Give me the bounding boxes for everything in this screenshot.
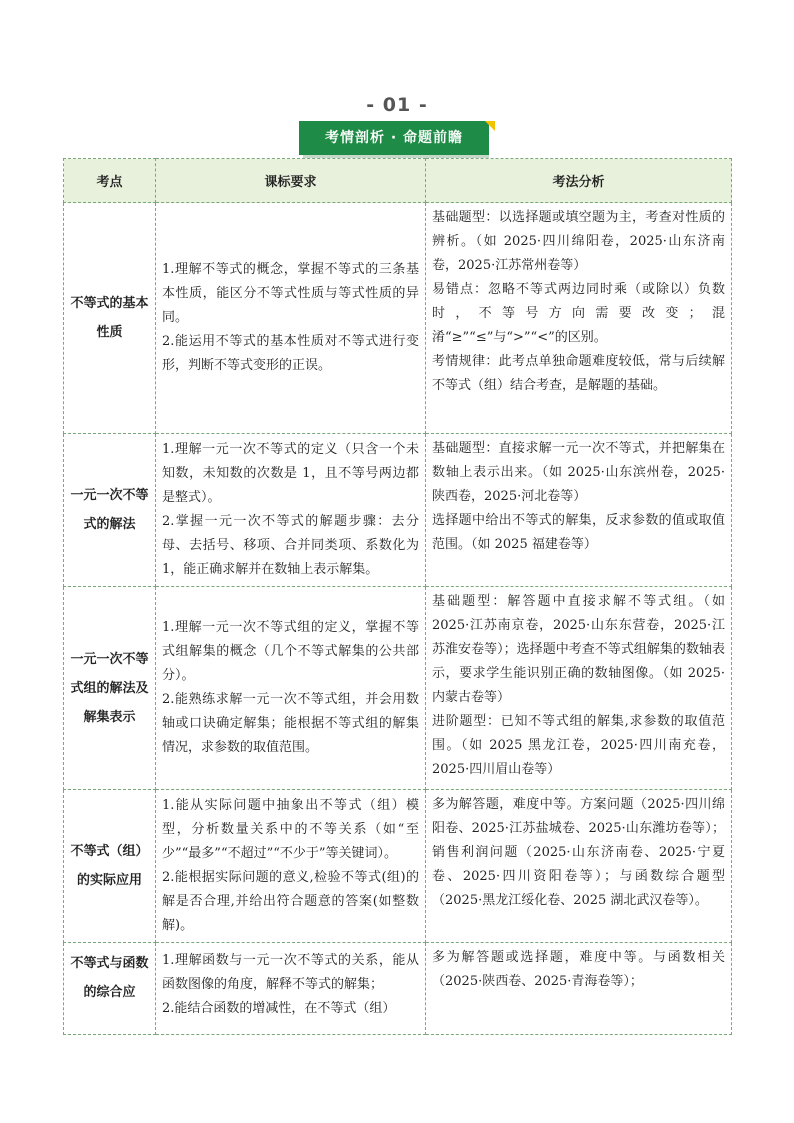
table-row xyxy=(64,203,732,434)
analysis-item: 进阶题型：已知不等式组的解集,求参数的取值范围。（如 2025 黑龙江卷，2025·四川南充卷，2025·四川眉山卷等） xyxy=(432,714,725,777)
table-header-row xyxy=(64,159,732,203)
requirement-item: 1.能从实际问题中抽象出不等式（组）模型，分析数量关系中的不等关系（如“至少”“最多”“不超过”“不少于”等关键词）。 xyxy=(162,798,419,861)
header-requirements: 课标要求 xyxy=(156,159,426,203)
analysis-item: 考情规律：此考点单独命题难度较低，常与后续解不等式（组）结合考查，是解题的基础。 xyxy=(432,354,725,393)
analysis-item: 基础题型：解答题中直接求解不等式组。（如 2025·江苏南京卷，2025·山东东营卷，2025·江苏淮安卷等）；选择题中考查不等式组解集的数轴表示，要求学生能识别正确的数轴图像。（如 2025·内蒙古卷等） xyxy=(432,594,725,705)
analysis-item: 基础题型：直接求解一元一次不等式，并把解集在数轴上表示出来。（如 2025·山东滨州卷，2025·陕西卷，2025·河北卷等） xyxy=(432,441,725,504)
header-analysis: 考法分析 xyxy=(426,159,732,203)
header-topic: 考点 xyxy=(64,159,156,203)
requirement-item: 1.理解函数与一元一次不等式的关系，能从函数图像的角度，解释不等式的解集； xyxy=(162,953,419,992)
requirement-item: 2.掌握一元一次不等式的解题步骤：去分母、去括号、移项、合并同类项、系数化为 1，能正确求解并在数轴上表示解集。 xyxy=(162,514,419,577)
section-banner xyxy=(299,121,495,155)
topic-cell: 一元一次不等式组的解法及解集表示 xyxy=(64,587,156,790)
requirements-cell xyxy=(156,203,426,434)
requirement-item: 2.能结合函数的增减性，在不等式（组） xyxy=(162,1001,396,1016)
analysis-cell xyxy=(426,203,732,434)
analysis-cell xyxy=(426,790,732,943)
requirements-cell xyxy=(156,587,426,790)
exam-analysis-table xyxy=(63,158,732,1035)
table-row xyxy=(64,434,732,587)
analysis-item: 多为解答题或选择题，难度中等。与函数相关（2025·陕西卷、2025·青海卷等）； xyxy=(432,950,725,989)
analysis-item: 基础题型：以选择题或填空题为主，考查对性质的辨析。（如 2025·四川绵阳卷，2025·山东济南卷，2025·江苏常州卷等） xyxy=(432,210,725,273)
requirements-cell xyxy=(156,434,426,587)
topic-cell: 一元一次不等式的解法 xyxy=(64,434,156,587)
analysis-cell xyxy=(426,943,732,1035)
requirements-cell xyxy=(156,943,426,1035)
topic-cell: 不等式与函数的综合应 xyxy=(64,943,156,1035)
analysis-cell xyxy=(426,587,732,790)
analysis-item: 易错点：忽略不等式两边同时乘（或除以）负数时，不等号方向需要改变；混淆“≥”“≤”与“>”“<”的区别。 xyxy=(432,282,725,345)
requirement-item: 2.能熟练求解一元一次不等式组，并会用数轴或口诀确定解集；能根据不等式组的解集情况，求参数的取值范围。 xyxy=(162,692,419,755)
requirement-item: 1.理解不等式的概念，掌握不等式的三条基本性质，能区分不等式性质与等式性质的异同。 xyxy=(162,262,419,325)
banner-corner-decoration xyxy=(485,121,495,131)
banner-title: 考情剖析 · 命题前瞻 xyxy=(299,121,489,155)
table-row xyxy=(64,587,732,790)
analysis-item: 选择题中给出不等式的解集，反求参数的值或取值范围。（如 2025 福建卷等） xyxy=(432,513,725,552)
requirement-item: 2.能根据实际问题的意义,检验不等式(组)的解是否合理,并给出符合题意的答案(如整数解)。 xyxy=(162,870,419,933)
table-row xyxy=(64,790,732,943)
analysis-item: 多为解答题，难度中等。方案问题（2025·四川绵阳卷、2025·江苏盐城卷、2025·山东潍坊卷等）；销售利润问题（2025·山东济南卷、2025·宁夏卷、2025·四川资阳卷等）；与函数综合题型（2025·黑龙江绥化卷、2025 湖北武汉卷等）。 xyxy=(432,797,725,908)
requirement-item: 1.理解一元一次不等式的定义（只含一个未知数，未知数的次数是 1，且不等号两边都是整式）。 xyxy=(162,442,419,505)
requirement-item: 1.理解一元一次不等式组的定义，掌握不等式组解集的概念（几个不等式解集的公共部分）。 xyxy=(162,620,419,683)
requirement-item: 2.能运用不等式的基本性质对不等式进行变形，判断不等式变形的正误。 xyxy=(162,334,419,373)
section-number: - 01 - xyxy=(366,94,428,116)
topic-cell: 不等式的基本性质 xyxy=(64,203,156,434)
table-row xyxy=(64,943,732,1035)
topic-cell: 不等式（组）的实际应用 xyxy=(64,790,156,943)
requirements-cell xyxy=(156,790,426,943)
analysis-cell xyxy=(426,434,732,587)
